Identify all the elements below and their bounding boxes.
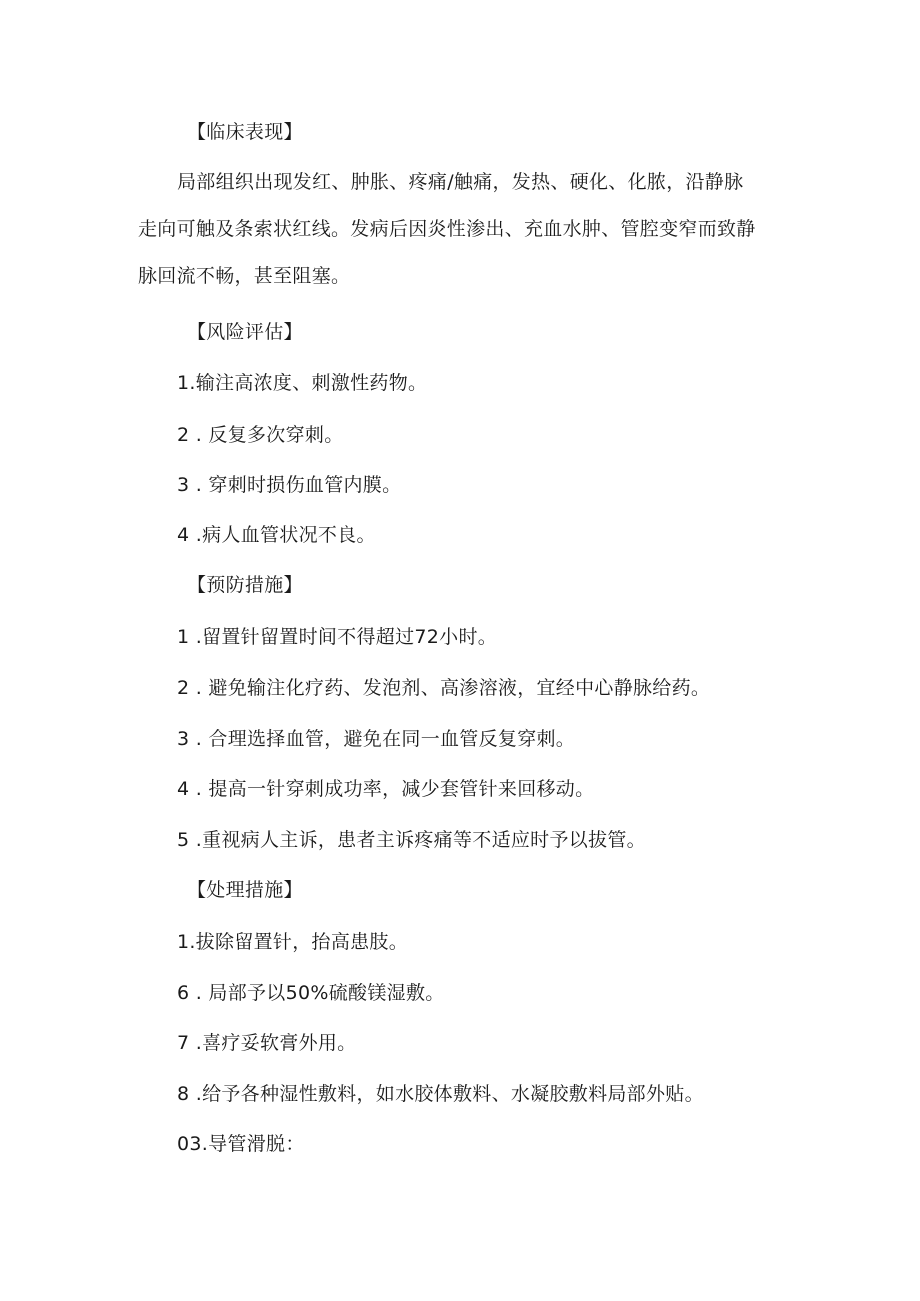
prevention-item-2: 2 . 避免输注化疗药、发泡剂、高渗溶液，宜经中心静脉给药。	[177, 677, 711, 699]
treatment-item-4: 8 .给予各种湿性敷料，如水胶体敷料、水凝胶敷料局部外贴。	[177, 1083, 704, 1105]
next-section-title: 03.导管滑脱：	[177, 1133, 305, 1155]
prevention-item-4: 4 . 提高一针穿刺成功率，减少套管针来回移动。	[177, 778, 595, 800]
risk-item-1: 1.输注高浓度、刺激性药物。	[177, 372, 428, 394]
risk-item-2: 2 . 反复多次穿刺。	[177, 424, 344, 446]
clinical-line-1: 局部组织出现发红、肿胀、疼痛/触痛，发热、硬化、化脓，沿静脉	[177, 171, 744, 193]
prevention-item-3: 3 . 合理选择血管，避免在同一血管反复穿刺。	[177, 728, 576, 750]
risk-item-3: 3 . 穿刺时损伤血管内膜。	[177, 474, 402, 496]
heading-treatment: 【处理措施】	[187, 879, 303, 901]
treatment-item-1: 1.拔除留置针，抬高患肢。	[177, 931, 409, 953]
treatment-item-2: 6 . 局部予以50%硫酸镁湿敷。	[177, 982, 445, 1004]
clinical-line-3: 脉回流不畅，甚至阻塞。	[138, 265, 351, 287]
heading-prevention: 【预防措施】	[187, 574, 303, 596]
prevention-item-5: 5 .重视病人主诉，患者主诉疼痛等不适应时予以拔管。	[177, 829, 646, 851]
treatment-item-3: 7 .喜疗妥软膏外用。	[177, 1032, 357, 1054]
heading-clinical: 【临床表现】	[187, 121, 303, 143]
risk-item-4: 4 .病人血管状况不良。	[177, 524, 376, 546]
clinical-line-2: 走向可触及条索状红线。发病后因炎性渗出、充血水肿、管腔变窄而致静	[138, 218, 756, 240]
heading-risk: 【风险评估】	[187, 321, 303, 343]
prevention-item-1: 1 .留置针留置时间不得超过72小时。	[177, 626, 498, 648]
